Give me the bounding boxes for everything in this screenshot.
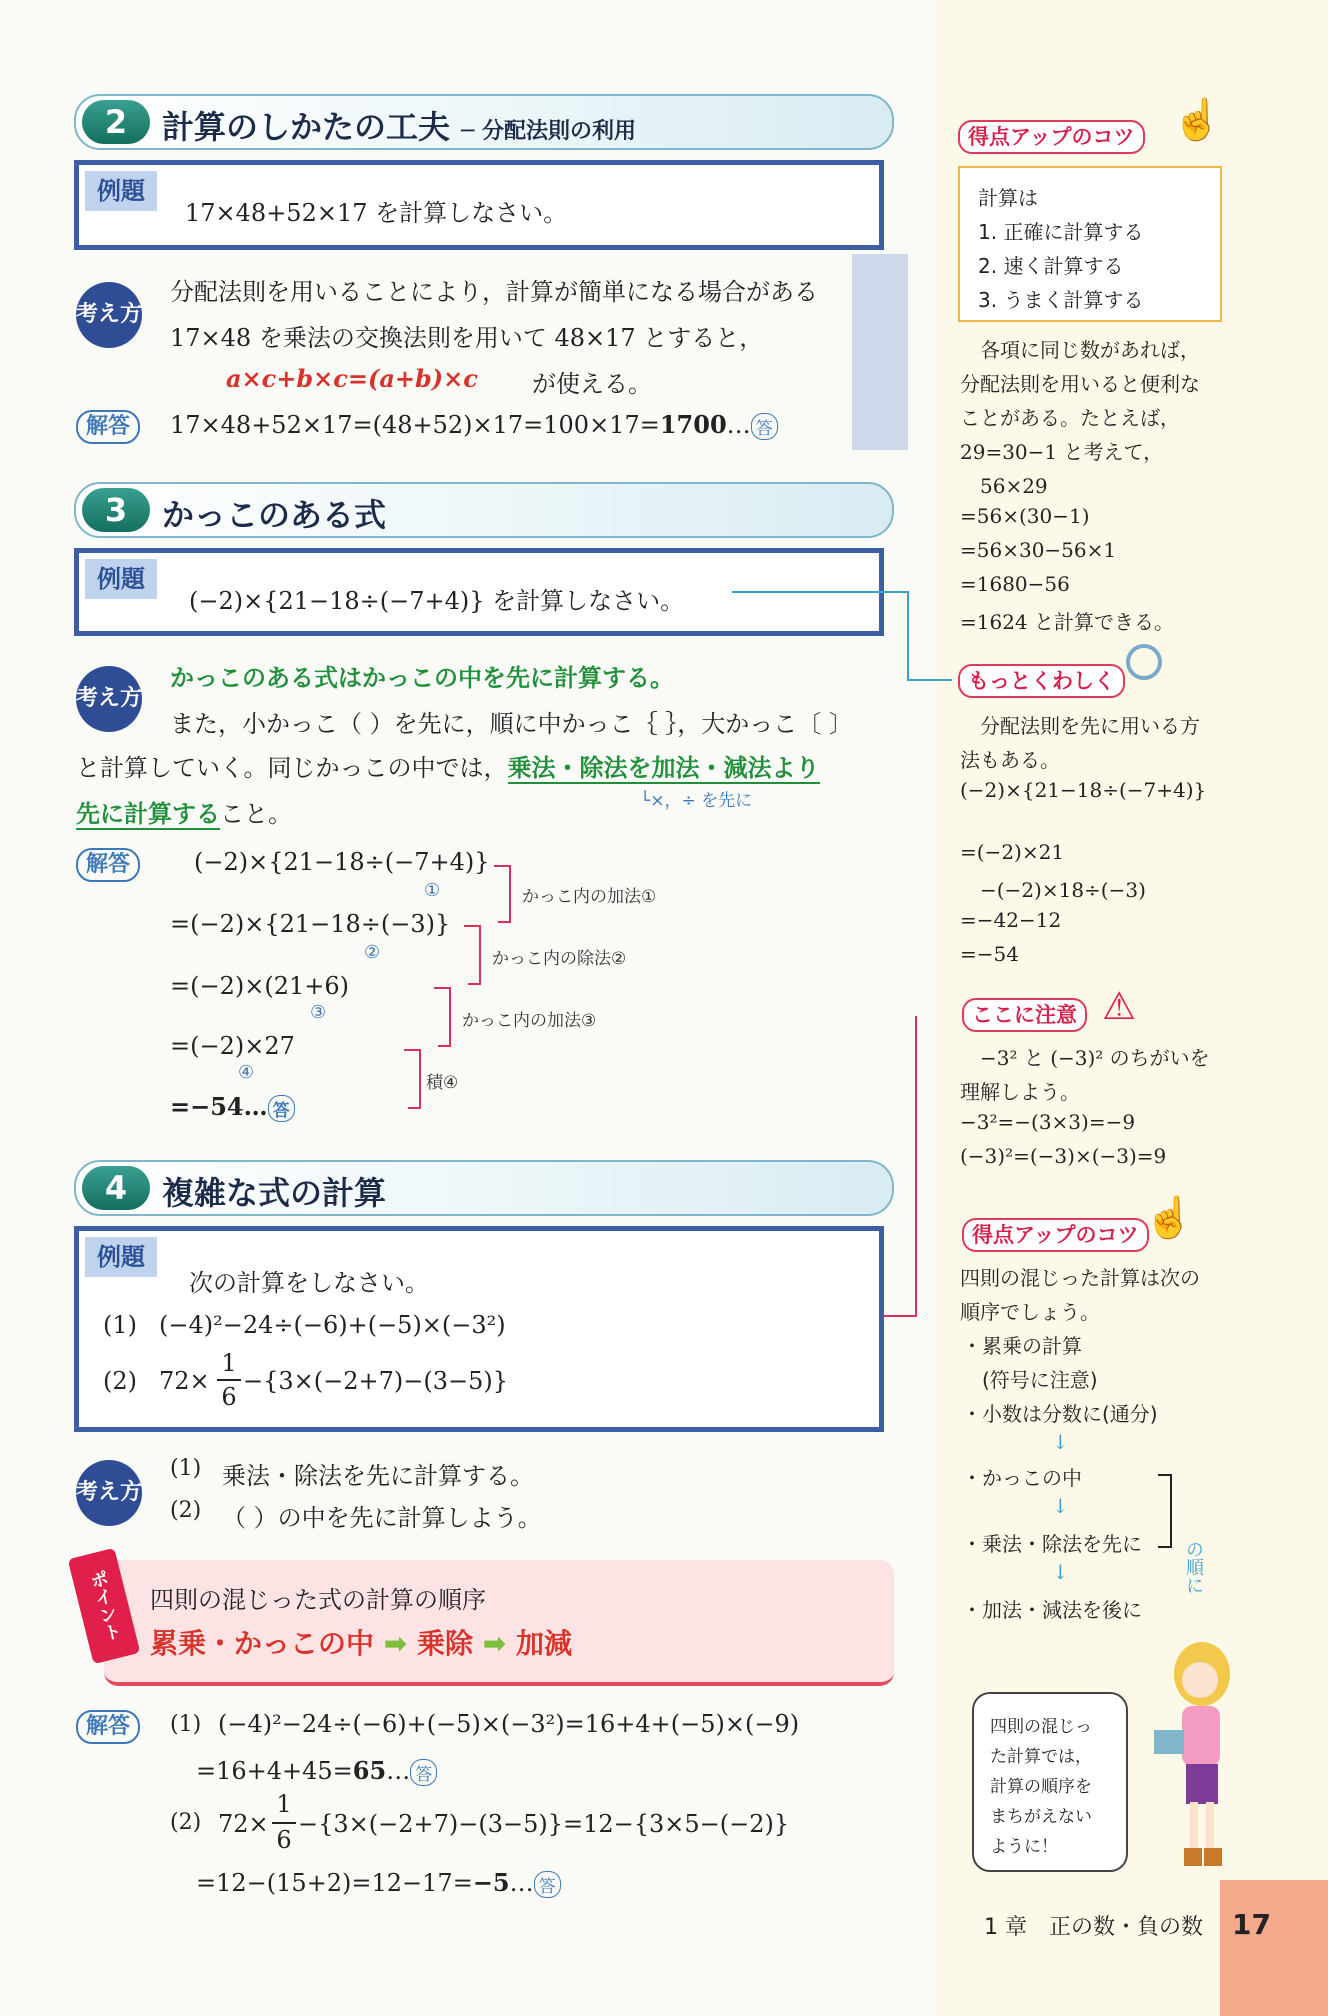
tip-text: 四則の混じった計算は次の	[960, 1266, 1200, 1290]
answer-lead: 72×	[218, 1810, 269, 1838]
section-number: 2	[82, 100, 150, 144]
page-number: 17	[1232, 1908, 1271, 1941]
tip-text: =1680−56	[960, 572, 1070, 596]
arrow-right-icon: ➡	[482, 1627, 507, 1660]
step-note: 積④	[426, 1073, 459, 1093]
bubble-text: 計算の順序を	[990, 1777, 1092, 1797]
more-text: 分配法則を先に用いる方	[960, 714, 1200, 738]
problem-label: (1)	[103, 1311, 137, 1339]
example-intro: 次の計算をしなさい。	[189, 1269, 429, 1297]
problem-2-lead: 72×	[159, 1367, 210, 1395]
caution-text: (−3)²=(−3)×(−3)=9	[960, 1144, 1167, 1168]
answer-expr: 17×48+52×17=(48+52)×17=100×17=	[170, 411, 660, 439]
tip-box-line: 2. 速く計算する	[978, 254, 1124, 278]
tip-text: 各項に同じ数があれば，	[960, 338, 1200, 362]
more-text: 法もある。	[960, 748, 1060, 772]
magnifier-icon	[1126, 644, 1162, 680]
arrow-right-icon: ➡	[383, 1627, 408, 1660]
hint-line: また，小かっこ（ ）を先に，順に中かっこ｛ ｝，大かっこ〔 〕	[170, 710, 853, 738]
more-text: =−54	[960, 942, 1019, 966]
answer-label: (2)	[170, 1810, 202, 1835]
answer-step: (−2)×{21−18÷(−7+4)}	[194, 848, 490, 876]
fraction-bar	[272, 1822, 296, 1824]
point-box	[104, 1560, 894, 1686]
answer-line	[196, 1868, 561, 1898]
circled-number: ④	[238, 1062, 255, 1083]
bracket	[1158, 1474, 1172, 1548]
example-box-4	[74, 1226, 884, 1432]
tip-box-line: 3. うまく計算する	[978, 288, 1144, 312]
section-4-header	[74, 1160, 894, 1216]
hint-headline: かっこのある式はかっこの中を先に計算する。	[170, 664, 674, 692]
tip-text: 分配法則を用いると便利な	[960, 372, 1200, 396]
bubble-text: た計算では，	[990, 1747, 1092, 1767]
order-step: ・累乗の計算	[962, 1334, 1082, 1358]
answer-dots: …	[509, 1869, 534, 1897]
flow-step: 乗除	[416, 1627, 473, 1660]
answer-mark: 答	[534, 1871, 561, 1898]
answer-result: −5	[472, 1868, 510, 1897]
student-illustration	[1150, 1640, 1246, 1880]
problem-label: (2)	[103, 1367, 137, 1395]
caution-text: −3² と (−3)² のちがいを	[960, 1046, 1210, 1070]
hint-emphasis: 乗法・除法を加法・減法より	[507, 754, 820, 782]
tip-badge: 得点アップのコツ	[962, 1218, 1149, 1252]
answer-label: (1)	[170, 1712, 202, 1737]
order-note: の順に	[1183, 1540, 1204, 1594]
order-step: ・かっこの中	[962, 1466, 1082, 1490]
point-badge: ポイント	[68, 1548, 141, 1664]
tip-text: 29=30−1 と考えて，	[960, 440, 1164, 464]
hint-line: 乗法・除法を先に計算する。	[222, 1462, 534, 1490]
section-number: 3	[82, 488, 150, 532]
warning-icon: ⚠	[1102, 984, 1137, 1028]
order-step: ・乗法・除法を先に	[962, 1532, 1142, 1556]
fraction-bar	[217, 1379, 241, 1381]
answer-result: 1700	[659, 410, 727, 439]
flow-step: 加減	[515, 1627, 572, 1660]
answer-step: =(−2)×{21−18÷(−3)}	[170, 910, 451, 938]
step-note: かっこ内の除法②	[492, 949, 627, 969]
caution-badge: ここに注意	[962, 998, 1087, 1032]
order-step: ・小数は分数に(通分)	[962, 1402, 1158, 1426]
tip-box-line: 1. 正確に計算する	[978, 220, 1144, 244]
tip-text: =56×30−56×1	[960, 538, 1117, 562]
hint-label: (1)	[170, 1456, 202, 1481]
page-tab	[1220, 1880, 1328, 2016]
distributive-formula: a×c+b×c=(a+b)×c	[226, 364, 478, 393]
arrow-down-icon: ↓	[1052, 1430, 1069, 1454]
circled-number: ①	[424, 880, 441, 901]
order-step: ・加法・減法を後に	[962, 1598, 1142, 1622]
pointing-hand-icon: ☝	[1144, 1195, 1194, 1241]
arrow-down-icon: ↓	[1052, 1494, 1069, 1518]
answer-dots: …	[386, 1757, 411, 1785]
answer-step: =(−2)×(21+6)	[170, 972, 349, 1000]
formula-tail: が使える。	[532, 370, 652, 398]
fraction-denominator: 6	[276, 1826, 292, 1854]
hint-badge: 考え方	[76, 1460, 142, 1526]
bubble-text: まちがえない	[990, 1807, 1092, 1827]
chapter-label: 1 章 正の数・負の数	[984, 1915, 1203, 1940]
answer-result: 65	[352, 1756, 387, 1785]
example-tag: 例題	[85, 171, 157, 211]
point-title: 四則の混じった式の計算の順序	[150, 1586, 486, 1614]
tip-box-line: 計算は	[978, 186, 1038, 210]
hint-text: と計算していく。同じかっこの中では，	[76, 754, 508, 782]
step-note: かっこ内の加法③	[462, 1011, 597, 1031]
answer-line: (−4)²−24÷(−6)+(−5)×(−3²)=16+4+(−5)×(−9)	[218, 1710, 800, 1738]
tip-text: ことがある。たとえば，	[960, 406, 1180, 430]
answer-badge: 解答	[76, 848, 140, 882]
bubble-text: 四則の混じっ	[990, 1717, 1092, 1737]
section-title: かっこのある式	[162, 496, 387, 534]
section-subtitle: ─ 分配法則の利用	[461, 119, 637, 144]
point-flow	[150, 1622, 572, 1662]
circled-number: ③	[310, 1002, 327, 1023]
problem-2-rest: −{3×(−2+7)−(3−5)}	[243, 1367, 508, 1395]
pointing-hand-icon: ☝	[1172, 97, 1222, 143]
flow-step: 累乗・かっこの中	[150, 1627, 375, 1660]
answer-expr: =16+4+45=	[196, 1757, 353, 1785]
answer-dots: …	[243, 1092, 268, 1121]
answer-line: −{3×(−2+7)−(3−5)}=12−{3×5−(−2)}	[298, 1810, 790, 1838]
hint-badge: 考え方	[76, 666, 142, 732]
arrow-down-icon: ↓	[1052, 1560, 1069, 1584]
hint-line: 分配法則を用いることにより，計算が簡単になる場合がある	[170, 278, 818, 306]
answer-mark: 答	[410, 1759, 437, 1786]
answer-line	[196, 1756, 437, 1786]
example-problem: 17×48+52×17 を計算しなさい。	[185, 199, 568, 227]
answer-badge: 解答	[76, 410, 140, 444]
section-title-text: 計算のしかたの工夫	[162, 108, 451, 146]
answer-step: =(−2)×27	[170, 1032, 295, 1060]
example-tag: 例題	[85, 559, 157, 599]
tip-badge: 得点アップのコツ	[958, 120, 1145, 154]
hint-side-note: └×，÷ を先に	[640, 791, 753, 811]
problem-1: (−4)²−24÷(−6)+(−5)×(−3²)	[159, 1311, 506, 1339]
hint-text: こと。	[220, 800, 292, 828]
caution-text: −3²=−(3×3)=−9	[960, 1110, 1136, 1134]
fraction-numerator: 1	[276, 1790, 292, 1818]
more-text: (−2)×{21−18÷(−7+4)}	[960, 778, 1207, 802]
more-text: −(−2)×18÷(−3)	[960, 878, 1146, 902]
answer-result: =−54	[170, 1092, 244, 1121]
tip-text: =1624 と計算できる。	[960, 610, 1175, 634]
tip-text: 56×29	[960, 474, 1048, 498]
hint-emphasis: 先に計算する	[76, 800, 220, 828]
bubble-text: ように！	[990, 1837, 1058, 1857]
hint-line: 17×48 を乗法の交換法則を用いて 48×17 とすると，	[170, 324, 764, 352]
hint-line: （ ）の中を先に計算しよう。	[222, 1504, 542, 1532]
section-title: 複雑な式の計算	[162, 1174, 387, 1212]
answer-mark: 答	[268, 1095, 295, 1122]
step-note: かっこ内の加法①	[522, 887, 657, 907]
example-problem: (−2)×{21−18÷(−7+4)} を計算しなさい。	[189, 587, 685, 615]
hint-label: (2)	[170, 1498, 202, 1523]
hint-badge: 考え方	[76, 282, 142, 348]
more-text: =−42−12	[960, 908, 1062, 932]
circled-number: ②	[364, 942, 381, 963]
section-number: 4	[82, 1166, 150, 1210]
fraction-denominator: 6	[221, 1383, 237, 1411]
answer-badge: 解答	[76, 1710, 140, 1744]
example-tag: 例題	[85, 1237, 157, 1277]
answer-dots: …	[726, 411, 751, 439]
more-badge: もっとくわしく	[958, 664, 1125, 698]
answer-expr: =12−(15+2)=12−17=	[196, 1869, 473, 1897]
caution-text: 理解しよう。	[960, 1080, 1080, 1104]
fraction-numerator: 1	[221, 1349, 237, 1377]
tip-text: 順序でしょう。	[960, 1300, 1100, 1324]
tip-text: =56×(30−1)	[960, 504, 1090, 528]
answer-mark: 答	[751, 413, 778, 440]
order-step: (符号に注意)	[962, 1368, 1098, 1392]
more-text: =(−2)×21	[960, 840, 1065, 864]
